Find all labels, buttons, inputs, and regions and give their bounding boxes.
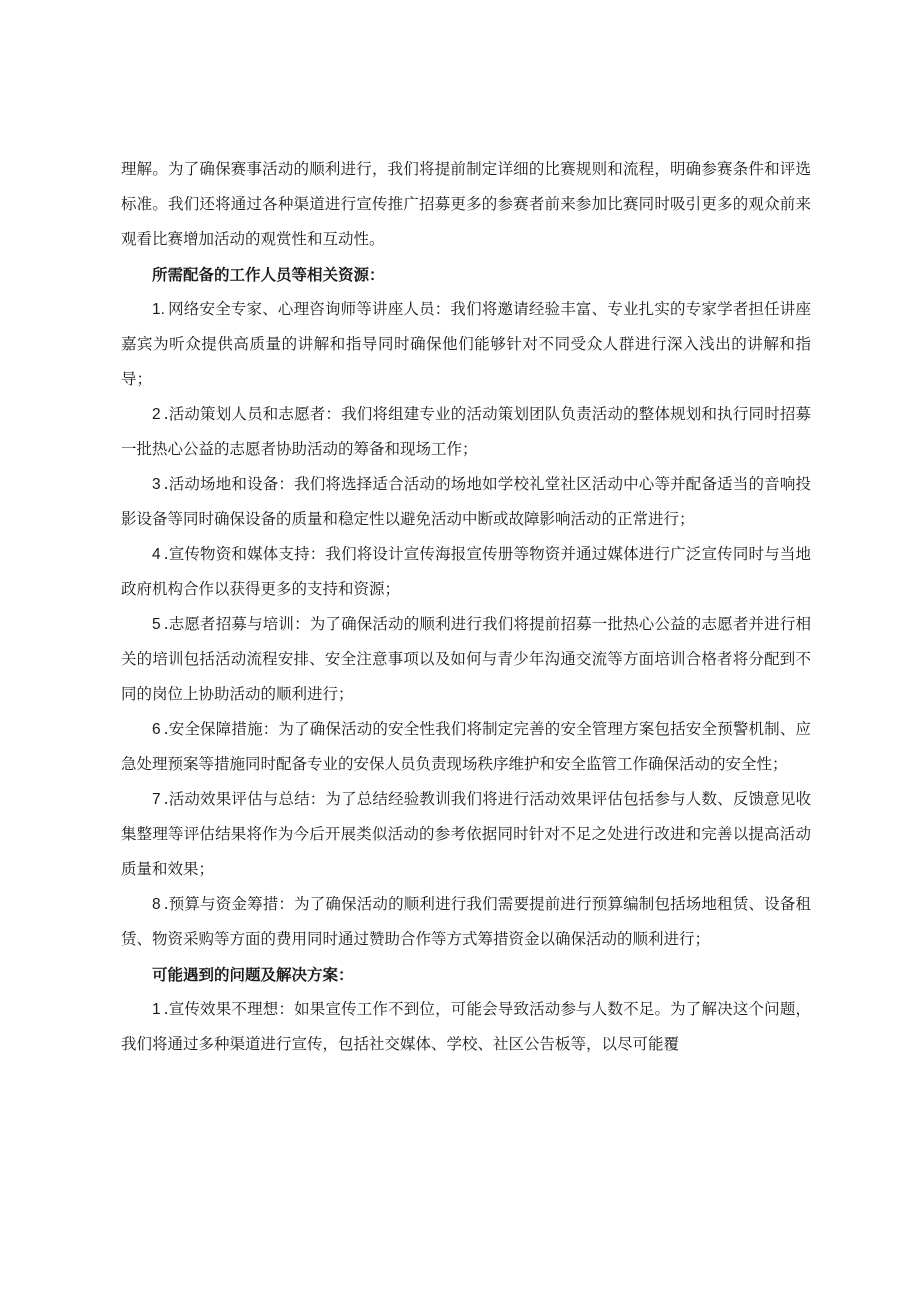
resource-item-number: 8 (152, 896, 161, 913)
resource-item-number: 3 (152, 476, 161, 493)
resource-item-5 (121, 607, 811, 712)
resource-item-1 (121, 292, 811, 397)
resource-item-7 (121, 782, 811, 887)
document-body (121, 152, 811, 1062)
resource-item-text: .预算与资金筹措：为了确保活动的顺利进行我们需要提前进行预算编制包括场地租赁、设备租赁、物资采购等方面的费用同时通过赞助合作等方式筹措资金以确保活动的顺利进行； (121, 895, 811, 948)
resource-item-8 (121, 887, 811, 957)
resource-item-text: .活动效果评估与总结：为了总结经验教训我们将进行活动效果评估包括参与人数、反馈意见收集整理等评估结果将作为今后开展类似活动的参考依据同时针对不足之处进行改进和完善以提高活动质量和效果； (121, 790, 811, 878)
problems-list (121, 992, 811, 1062)
resource-item-2 (121, 397, 811, 467)
resource-item-number: 5 (152, 616, 161, 633)
problems-heading: 可能遇到的问题及解决方案： (152, 965, 354, 984)
resource-item-text: 网络安全专家、心理咨询师等讲座人员：我们将邀请经验丰富、专业扎实的专家学者担任讲座嘉宾为听众提供高质量的讲解和指导同时确保他们能够针对不同受众人群进行深入浅出的讲解和指导； (121, 300, 811, 388)
resource-item-text: .志愿者招募与培训：为了确保活动的顺利进行我们将提前招募一批热心公益的志愿者并进行相关的培训包括活动流程安排、安全注意事项以及如何与青少年沟通交流等方面培训合格者将分配到不同的岗位上协助活动的顺利进行； (121, 615, 811, 703)
resource-item-3 (121, 467, 811, 537)
resources-heading: 所需配备的工作人员等相关资源： (152, 265, 385, 284)
resource-item-text: .活动场地和设备：我们将选择适合活动的场地如学校礼堂社区活动中心等并配备适当的音响投影设备等同时确保设备的质量和稳定性以避免活动中断或故障影响活动的正常进行； (121, 475, 811, 528)
resource-item-number: 6 (152, 721, 161, 738)
resource-item-number: 7 (152, 791, 161, 808)
intro-paragraph: 理解。为了确保赛事活动的顺利进行，我们将提前制定详细的比赛规则和流程，明确参赛条件和评选标准。我们还将通过各种渠道进行宣传推广招募更多的参赛者前来参加比赛同时吸引更多的观众前来观看比赛增加活动的观赏性和互动性。 (121, 160, 811, 248)
resource-item-number: 2 (152, 406, 161, 423)
problem-item-text: .宣传效果不理想：如果宣传工作不到位，可能会导致活动参与人数不足。为了解决这个问题，我们将通过多种渠道进行宣传，包括社交媒体、学校、社区公告板等，以尽可能覆 (121, 1000, 811, 1053)
resource-item-number: 4 (152, 546, 161, 563)
resource-item-text: .活动策划人员和志愿者：我们将组建专业的活动策划团队负责活动的整体规划和执行同时招募一批热心公益的志愿者协助活动的筹备和现场工作； (121, 405, 811, 458)
resource-item-number: 1. (152, 301, 165, 318)
resource-item-text: .宣传物资和媒体支持：我们将设计宣传海报宣传册等物资并通过媒体进行广泛宣传同时与当地政府机构合作以获得更多的支持和资源； (121, 545, 811, 598)
problem-item-number: 1 (152, 1001, 161, 1018)
resource-item-6 (121, 712, 811, 782)
problem-item-1 (121, 992, 811, 1062)
resources-list (121, 292, 811, 957)
resource-item-4 (121, 537, 811, 607)
resource-item-text: .安全保障措施：为了确保活动的安全性我们将制定完善的安全管理方案包括安全预警机制、应急处理预案等措施同时配备专业的安保人员负责现场秩序维护和安全监管工作确保活动的安全性； (121, 720, 811, 773)
